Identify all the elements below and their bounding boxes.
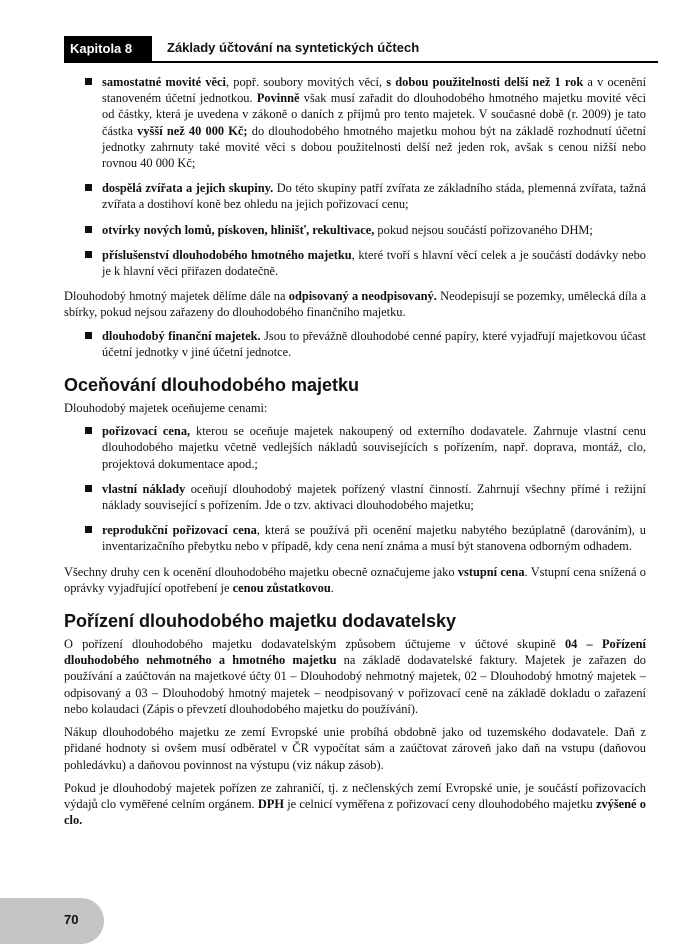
page-number: 70 — [64, 912, 79, 927]
list-item — [64, 481, 646, 513]
bullet-square-icon — [85, 526, 92, 533]
list-item — [64, 328, 646, 360]
bullet-square-icon — [85, 78, 92, 85]
bold-text: odpisovaný a neodpisovaný. — [288, 289, 437, 304]
bullet-square-icon — [85, 184, 92, 191]
chapter-label: Kapitola 8 — [64, 36, 152, 62]
bullet-square-icon — [85, 427, 92, 434]
text-run: , které tvoří s hlavní věcí celek a je součástí dodávky nebo je k hlavní věci přiřazen dodatečně. — [102, 247, 646, 279]
text-run: , která se používá při ocenění majetku nabytého bezúplatně (darováním), u inventarizačního přebytku nebo v případě, kdy cena není známa a musí být stanovena odborným odhadem. — [102, 523, 647, 554]
list-item — [64, 222, 646, 238]
text-run: a v ocenění stanoveném účetní jednotkou. — [102, 75, 647, 106]
bullet-square-icon — [85, 226, 92, 233]
bullet-square-icon — [85, 332, 92, 339]
valuation-methods-list — [64, 423, 646, 554]
text-run: Neodepisují se pozemky, umělecká díla a sbírky, pokud nejsou zařazeny do dlouhodobého finančního majetku. — [64, 289, 646, 320]
text-run: však musí zařadit do dlouhodobého hmotného majetku movité věci od částky, která je uvedena v zákoně o daních z příjmů pro tento majetek. V současné době (r. 2009) je tato částka — [102, 91, 647, 138]
bold-text: DPH — [257, 796, 284, 811]
text-run: pokud nejsou součástí pořizovaného DHM; — [374, 222, 593, 237]
chapter-title: Základy účtování na syntetických účtech — [167, 40, 420, 55]
bold-text: vstupní cena — [457, 564, 525, 579]
text-run: kterou se oceňuje majetek nakoupený od externího dodavatele. Zahrnuje vlastní cenu dlouhodobého majetku včetně vedlejších nákladů souvisejících s pořízením, např. doprava, montáž, clo, projektová dokumentace apod.; — [102, 424, 646, 471]
text-run: Pokud je dlouhodobý majetek pořízen ze zahraničí, tj. z nečlenských zemí Evropské unie, je součástí pořizovacích výdajů clo vyměřené celním orgánem. — [64, 780, 646, 811]
bold-text: 04 – Pořízení dlouhodobého nehmotného a hmotného majetku — [64, 637, 646, 668]
text-run: , popř. soubory movitých věcí, — [225, 75, 387, 89]
section-heading-valuation: Oceňování dlouhodobého majetku — [64, 375, 360, 396]
bold-text: pořizovací cena, — [102, 424, 191, 439]
asset-types-list — [64, 74, 646, 279]
text-run: Všechny druhy cen k ocenění dlouhodobého majetku obecně označujeme jako — [64, 564, 458, 579]
bold-text: vlastní náklady — [102, 481, 186, 496]
bold-text: dlouhodobý finanční majetek. — [102, 328, 261, 343]
page-header — [64, 36, 658, 64]
bold-text: reprodukční pořizovací cena — [102, 523, 257, 538]
bold-text: zvýšené o clo. — [64, 796, 646, 828]
paragraph-depreciation — [64, 288, 646, 320]
paragraph-valuation-intro — [64, 400, 646, 416]
bold-text: otvírky nových lomů, pískoven, hlinišť, rekultivace, — [102, 222, 375, 237]
text-run: . Vstupní cena snížená o oprávky vyjadřující opotřebení je — [64, 564, 646, 595]
list-item — [64, 74, 646, 171]
text-run: Nákup dlouhodobého majetku ze zemí Evropské unie probíhá obdobně jako od tuzemského dodavatele. Daň z přidané hodnoty si ovšem musí odběratel v ČR vypočítat sám a zaúčtovat zároveň jako daň na vstupu (daňovou pohledávku) a daňovou povinnost na výstupu (viz nákup zásob). — [64, 725, 646, 772]
page-content — [64, 74, 646, 835]
text-run: oceňují dlouhodobý majetek pořízený vlastní činností. Zahrnují všechny přímé i režijní náklady související s pořízením. Jde o tzv. aktivaci dlouhodobého majetku; — [102, 481, 646, 513]
text-run: Dlouhodobý hmotný majetek dělíme dále na — [64, 289, 289, 304]
list-item — [64, 522, 646, 554]
text-run: na základě dodavatelské faktury. Majetek je zařazen do používání a zaúčtován na majetkové účty 01 – Dlouhodobý nehmotný majetek, 02 – Dlouhodobý hmotný majetek – odpisovaný a 03 – Dlouhodobý hmotný majetek – neodpisovaný v pořizovací ceně na základě dokladu o zařazení nebo kolaudaci (Zápis o převzetí dlouhodobého majetku do používání). — [64, 653, 647, 716]
list-item — [64, 423, 646, 472]
bold-text: vyšší než 40 000 Kč; — [137, 123, 248, 138]
text-run: Do této skupiny patří zvířata ze základního stáda, plemenná zvířata, tažná zvířata a dostihoví koně bez ohledu na jejich pořizovací cenu; — [102, 181, 646, 212]
bold-text: samostatné movité věci — [102, 75, 226, 89]
text-run: . — [330, 580, 334, 595]
text-run: O pořízení dlouhodobého majetku dodavatelským způsobem účtujeme v účtové skupině — [64, 637, 565, 652]
text-run: je celnicí vyměřena z pořizovací ceny dlouhodobého majetku — [284, 796, 596, 811]
text-run: Jsou to převážně dlouhodobé cenné papíry, které vyjadřují majetkovou účast účetní jednotky v jiné účetní jednotce. — [102, 328, 647, 359]
bullet-square-icon — [85, 485, 92, 492]
text-run: do dlouhodobého hmotného majetku mohou být na základě rozhodnutí účetní jednotky zahrnuty také movité věci s dobou použitelnosti delší než jeden rok, avšak s cenou nižší nebo rovnou 40 000 Kč; — [102, 123, 646, 171]
paragraph-eu-purchase — [64, 724, 646, 773]
bold-text: Povinně — [256, 91, 300, 106]
list-item — [64, 247, 646, 279]
bold-text: příslušenství dlouhodobého hmotného majetku — [102, 247, 352, 262]
bold-text: dospělá zvířata a jejich skupiny. — [102, 181, 274, 196]
list-item — [64, 180, 646, 212]
text-run: Dlouhodobý majetek oceňujeme cenami: — [64, 401, 268, 416]
paragraph-acquisition — [64, 636, 646, 717]
bold-text: cenou zůstatkovou — [232, 580, 331, 595]
bold-text: s dobou použitelnosti delší než 1 rok — [386, 75, 584, 89]
header-rule — [64, 61, 658, 63]
paragraph-input-price — [64, 564, 646, 596]
bullet-square-icon — [85, 251, 92, 258]
financial-assets-list — [64, 328, 646, 360]
section-heading-acquisition: Pořízení dlouhodobého majetku dodavatelsky — [64, 611, 457, 632]
paragraph-import — [64, 780, 646, 829]
page-number-tab — [0, 898, 104, 944]
